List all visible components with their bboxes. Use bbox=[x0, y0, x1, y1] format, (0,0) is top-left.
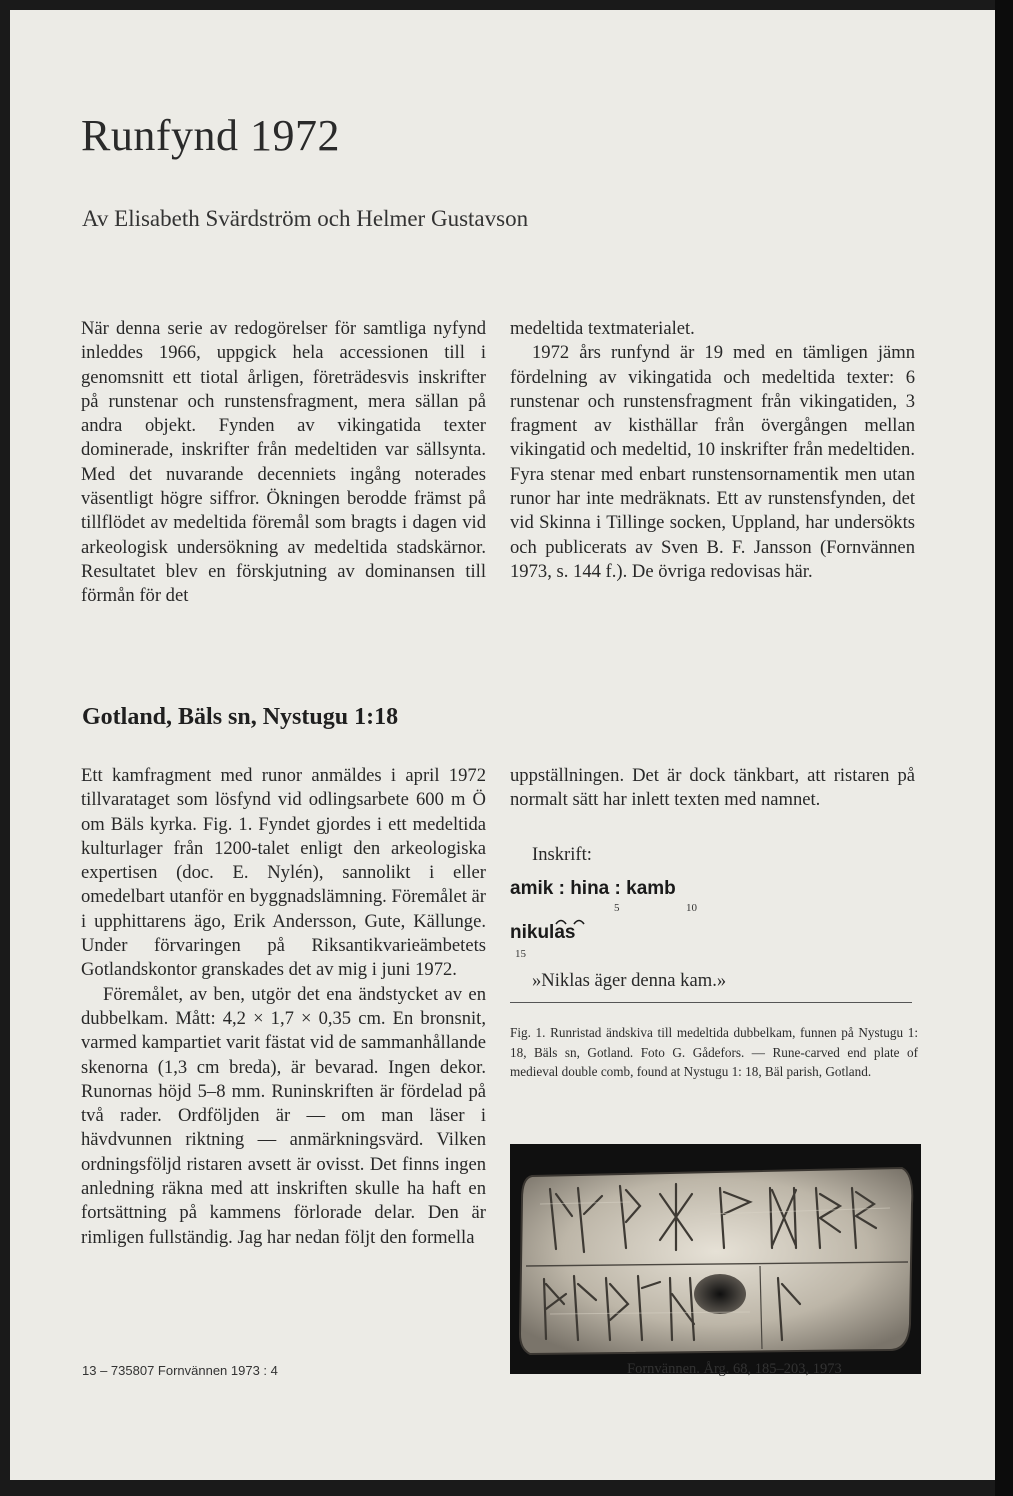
section-right-column bbox=[510, 764, 915, 813]
section-heading: Gotland, Bäls sn, Nystugu 1:18 bbox=[82, 704, 399, 730]
scan-edge bbox=[995, 0, 1013, 1496]
section-right-paragraph: uppställningen. Det är dock tänkbart, att ristaren på normalt sätt har inlett texten med namnet. bbox=[510, 765, 915, 811]
runic-transliteration-line-1: amik : hina : kamb bbox=[510, 878, 676, 899]
article-title: Runfynd 1972 bbox=[81, 111, 340, 160]
journal-page bbox=[10, 10, 995, 1480]
inscription-translation: »Niklas äger denna kam.» bbox=[532, 970, 727, 991]
footer-journal-citation: Fornvännen. Årg. 68, 185–203, 1973 bbox=[627, 1361, 842, 1377]
intro-paragraph-2: 1972 års runfynd är 19 med en tämligen jämn fördelning av vikingatida och medeltida texter: 6 runstenar och runstensfragment från vikingatiden, 3 fragment av kisthällar från övergången mellan vikingatid och medeltid, 10 inskrifter från medeltiden. Fyra stenar med enbart runstensornamentik men utan runor har inte medräknats. Ett av runstensfynden, det vid Skinna i Tillinge socken, Uppland, har undersökts och publicerats av Sven B. F. Jansson (Fornvännen 1973, s. 144 f.). De övriga redovisas här. bbox=[510, 342, 915, 582]
section-paragraph-1: Ett kamfragment med runor anmäldes i april 1972 tillvarataget som lösfynd vid odlingsarbete 600 m Ö om Bäls kyrka. Fig. 1. Fyndet gjordes i ett medeltida kulturlager från 1200-talet enligt den arkeologiska expertisen (doc. E. Nylén), sannolikt i eller omedelbart utanför en byggnadslämning. Föremålet är i upphittarens ägo, Erik Andersson, Gute, Källunge. Under förvaringen på Riksantikvarieämbetets Gotlandskontor granskades det av mig i juni 1972. bbox=[81, 765, 486, 981]
article-authors: Av Elisabeth Svärdström och Helmer Gustavson bbox=[82, 206, 529, 231]
intro-continuation: medeltida textmaterialet. bbox=[510, 318, 695, 339]
intro-right-column bbox=[510, 317, 915, 584]
inscription-label: Inskrift: bbox=[532, 844, 592, 865]
comb-fragment-photo bbox=[510, 1144, 921, 1374]
section-left-column bbox=[81, 764, 486, 1250]
caption-divider bbox=[510, 1002, 912, 1003]
section-paragraph-2: Föremålet, av ben, utgör det ena ändstycket av en dubbelkam. Mått: 4,2 × 1,7 × 0,35 cm. En bronsnit, varmed kampartiet varit fästat vid de sammanhållande skenorna (1,3 cm breda), är bevarad. Ingen dekor. Runornas höjd 5–8 mm. Runinskriften är fördelad på två rader. Ordföljden är — om man läser i hävdvunnen riktning — anmärkningsvärd. Vilken ordningsföljd ristaren avsett är ovisst. Det finns ingen anledning räkna med att inskriften skulle ha haft en fortsättning på kammens förlorade delar. Den är rimligen fullständig. Jag har nedan följt den formella bbox=[81, 983, 486, 1248]
intro-left-column bbox=[81, 317, 486, 609]
rune-number-15: 15 bbox=[515, 948, 526, 960]
footer-reference: 13 – 735807 Fornvännen 1973 : 4 bbox=[82, 1363, 278, 1378]
runic-transliteration-line-2: nikulas bbox=[510, 922, 576, 943]
intro-paragraph: När denna serie av redogörelser för samtliga nyfynd inleddes 1966, uppgick hela accessionen till i genomsnitt ett tiotal årligen, företrädesvis inskrifter på runstenar och runstensfragment, mera sällan på andra objekt. Fynden av vikingatida texter dominerade, inskrifter från medeltiden var sällsynta. Med det nuvarande decenniets ingång noterades väsentligt högre siffror. Ökningen berodde främst på tillflödet av medeltida föremål som bragts i dagen vid arkeologisk undersökning av medeltida stadskärnor. Resultatet blev en förskjutning av dominansen till förmån för det bbox=[81, 318, 486, 607]
figure-caption: Fig. 1. Runristad ändskiva till medeltida dubbelkam, funnen på Nystugu 1: 18, Bäls sn, Gotland. Foto G. Gådefors. — Rune-carved end plate of medieval double comb, found at Nystugu 1: 18, Bäl parish, Gotland. bbox=[510, 1025, 918, 1079]
rune-number-10: 10 bbox=[686, 902, 697, 914]
rune-number-5: 5 bbox=[614, 902, 620, 914]
